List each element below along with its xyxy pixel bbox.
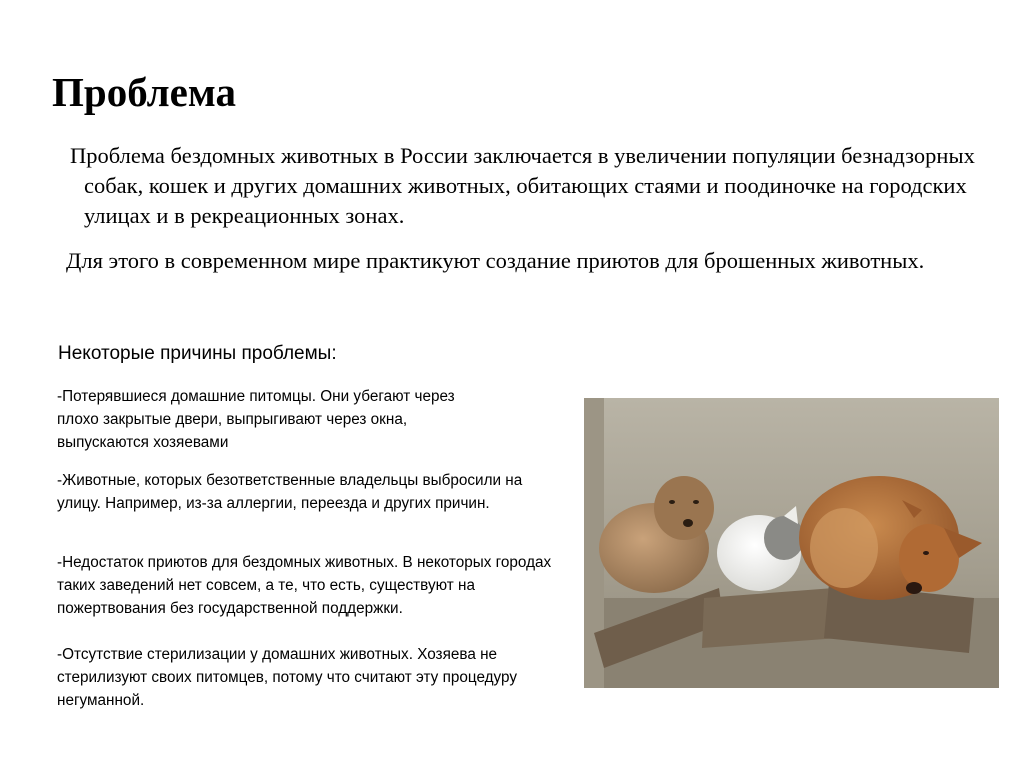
- cause-item: -Отсутствие стерилизации у домашних животных. Хозяева не стерилизуют своих питомцев, потому что считают эту процедуру негуманной.: [57, 646, 518, 709]
- slide-title: Проблема: [52, 69, 237, 115]
- stray-animals-photo: [584, 398, 999, 688]
- cause-item: -Потерявшиеся домашние питомцы. Они убегают через плохо закрытые двери, выпрыгивают через окна, выпускаются хозяевами: [57, 388, 455, 451]
- cause-item: -Недостаток приютов для бездомных животных. В некоторых городах таких заведений нет совсем, а те, что есть, существуют на пожертвования без государственной поддержки.: [57, 554, 552, 617]
- intro-paragraph: Проблема бездомных животных в России заключается в увеличении популяции безнадзорных собак, кошек и других домашних животных, обитающих стаями и поодиночке на городских улицах и в рекреационных зонах.: [70, 143, 975, 228]
- causes-heading: Некоторые причины проблемы:: [58, 343, 337, 364]
- shelter-paragraph: Для этого в современном мире практикуют создание приютов для брошенных животных.: [66, 248, 925, 273]
- plank: [702, 588, 839, 648]
- cause-item: -Животные, которых безответственные владельцы выбросили на улицу. Например, из-за аллергии, переезда и других причин.: [57, 472, 523, 512]
